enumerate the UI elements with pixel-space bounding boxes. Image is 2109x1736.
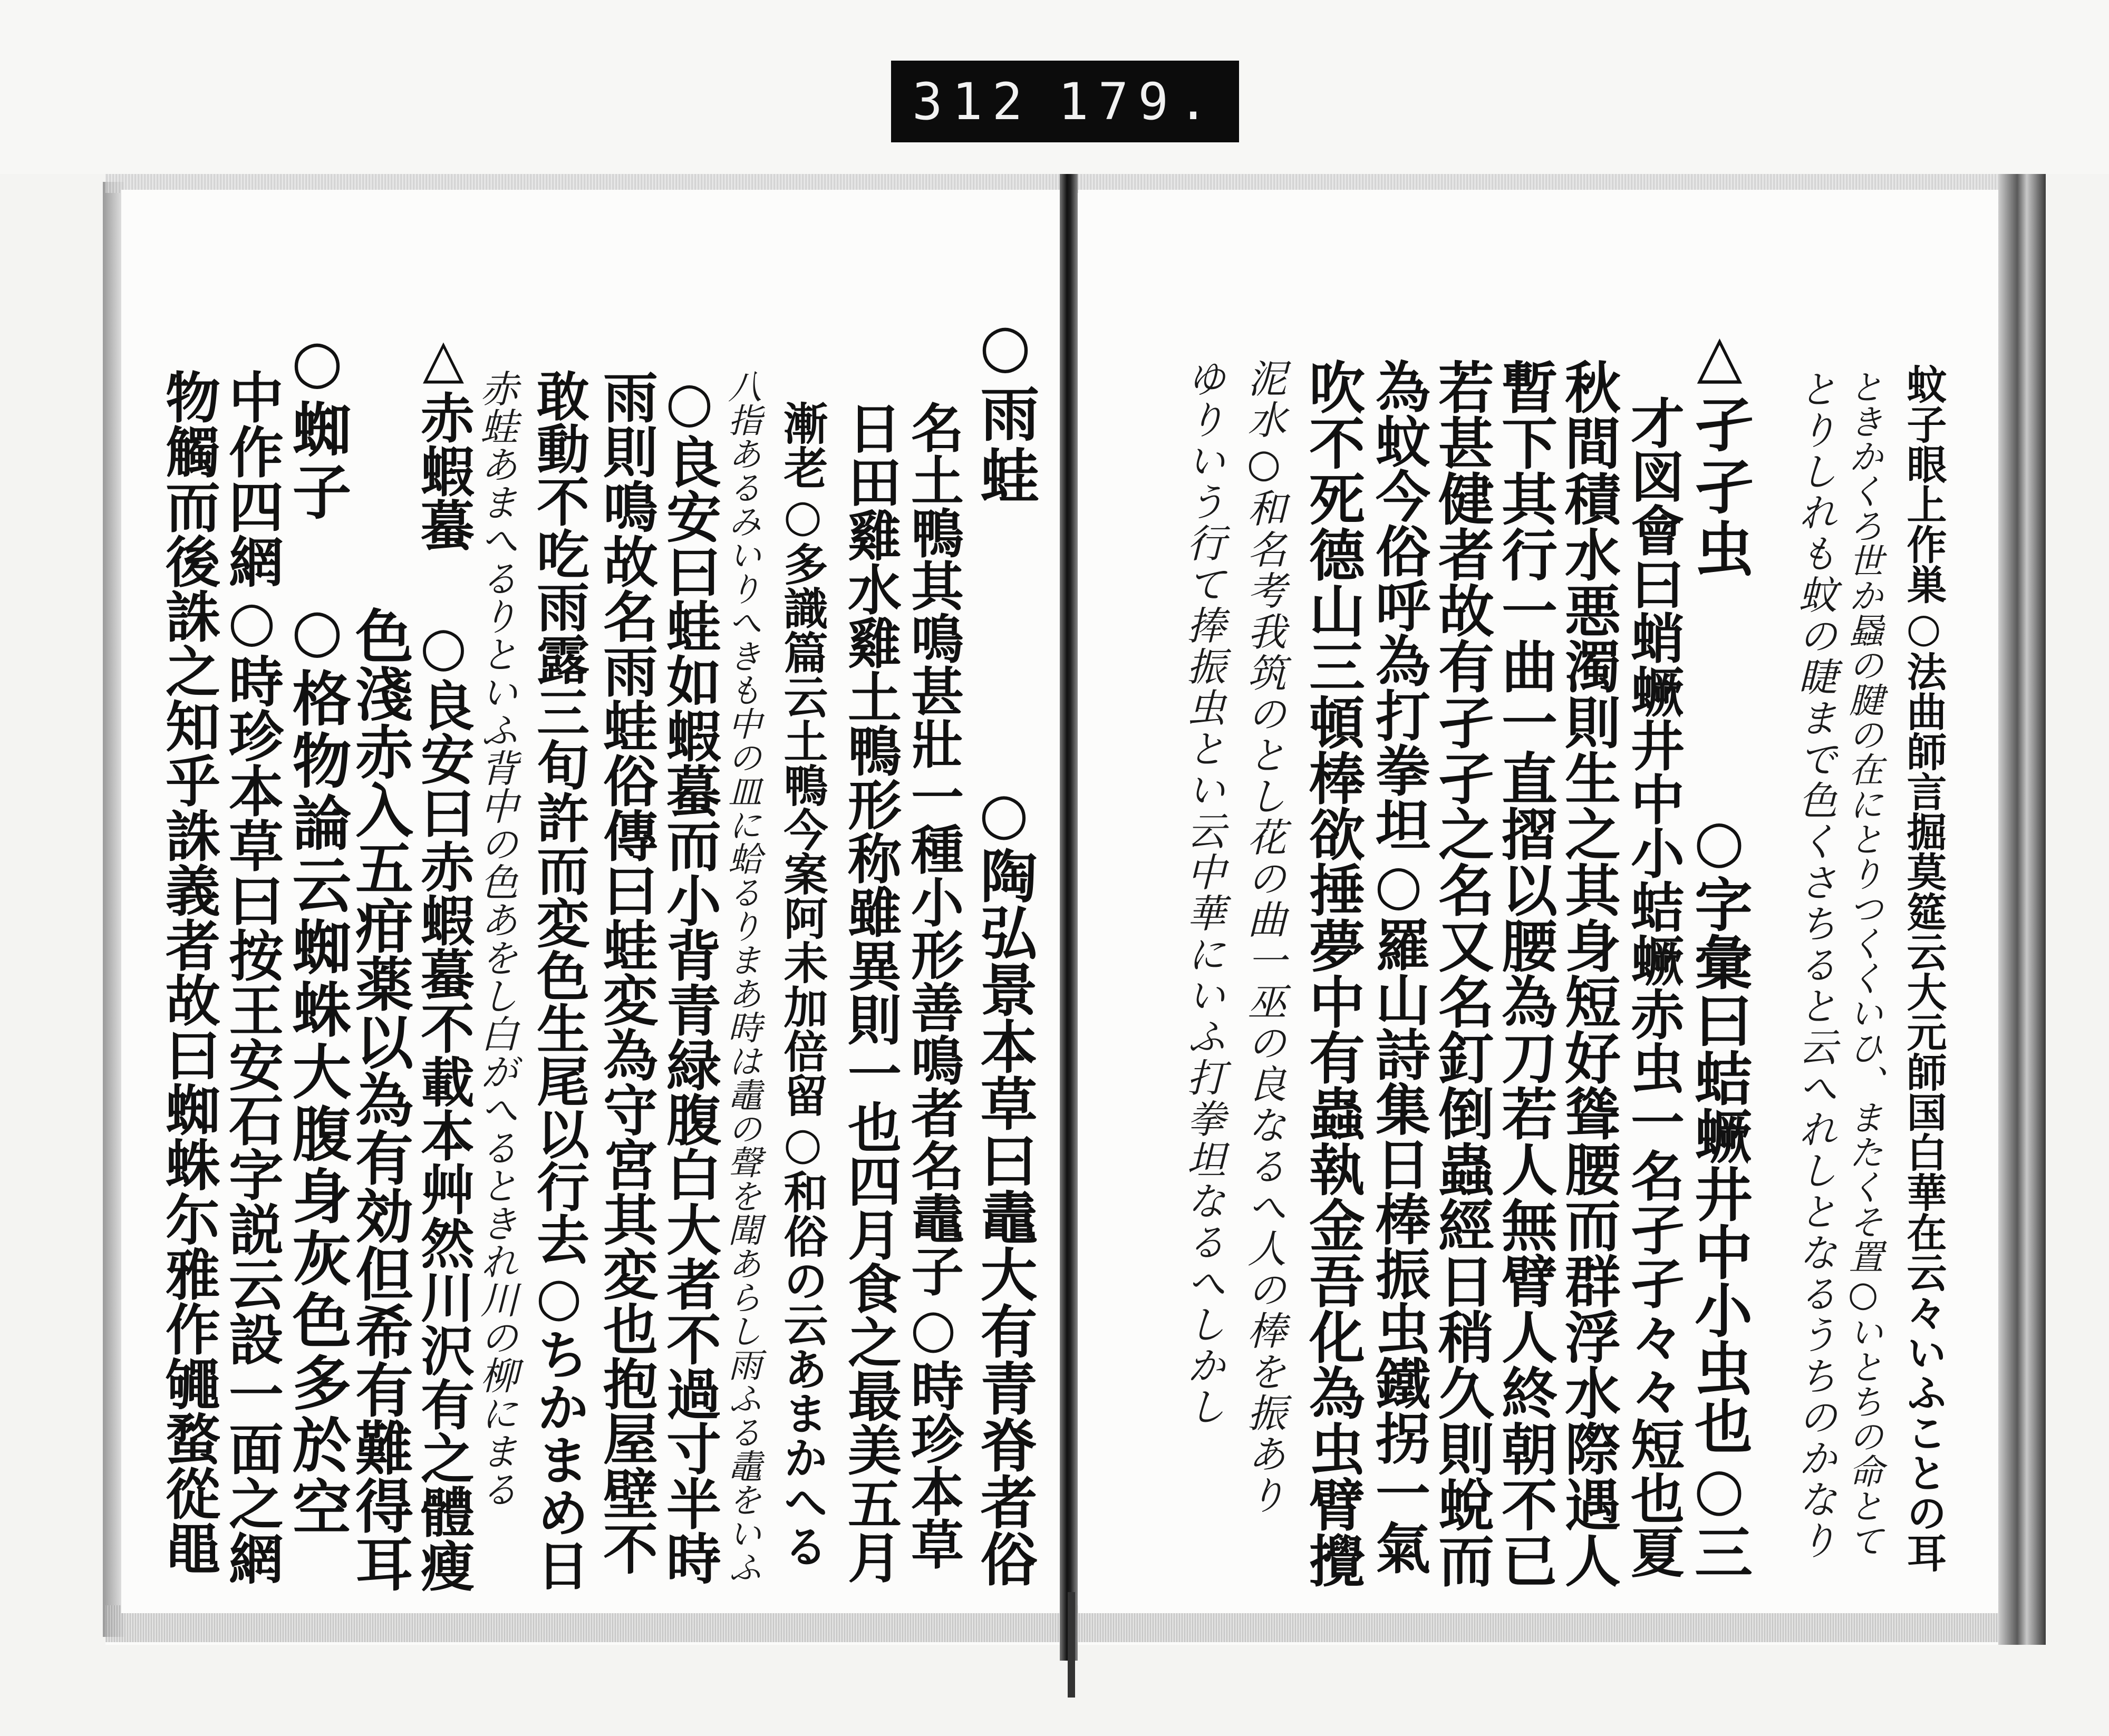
frame-number-right: 179. bbox=[1058, 72, 1218, 131]
right-col-11: 吹不死德山三頓棒欲捶夢中有蟲執金吾化為虫臂攪 bbox=[1300, 358, 1366, 1588]
left-col-4: 日田雞水雞土鴨形称雖異則一也四月食之最美五月 bbox=[839, 401, 902, 1584]
left-col-7: ○良安曰蛙如蝦蟇而小背青緑腹白大者不過寸半時 bbox=[657, 369, 722, 1585]
right-col-4: △孑孑虫 bbox=[1685, 322, 1754, 580]
left-col-3: 名土鴨其鳴甚壯一種小形善鳴者名鼃子○時珍本草 bbox=[902, 401, 964, 1570]
right-col-7: 秋間積水悪濁則生之其身短好聳腰而群浮水際遇人 bbox=[1556, 358, 1622, 1588]
book-edge-right bbox=[1998, 174, 2046, 1645]
left-col-5: 漸老○多識篇云土鴨今案阿未加倍留○和俗の云あまかへる bbox=[777, 401, 829, 1568]
right-col-13: ゆりいう行て捧振虫とい云中華にいふ打拳坦なるへしかし bbox=[1181, 358, 1226, 1428]
right-col-1: 蚊子眼上作巣○法曲師言掘莫筵云大元師国白華在云々いふことの耳 bbox=[1900, 364, 1947, 1573]
right-col-6: 才図會曰蛸蟩井中小蛣蟩赤虫一名孑孑々々短也夏 bbox=[1622, 395, 1685, 1578]
frame-number-left: 312 bbox=[912, 72, 1032, 131]
right-col-12: 泥水○和名考我筑のとし花の曲一巫の良なるへ人の棒を振あり bbox=[1241, 358, 1286, 1516]
left-col-2: ○陶弘景本草曰鼃大有青脊者俗 bbox=[971, 780, 1037, 1587]
book-gutter bbox=[1060, 174, 1078, 1661]
book-edge-left bbox=[103, 182, 124, 1637]
right-col-5: ○字彙曰蛣蟩井中小虫也○三 bbox=[1685, 807, 1753, 1580]
right-col-10: 為蚊今俗呼為打拳坦○羅山詩集日棒振虫鐵拐一氣 bbox=[1366, 358, 1431, 1575]
right-col-3: とりしれも蚊の睫まで色くさちると云へれしとなるうちのかなり bbox=[1792, 369, 1837, 1562]
frame-number-label bbox=[891, 61, 1239, 142]
left-col-12: 色淺赤入五疳薬以為有効但希有難得耳 bbox=[346, 606, 414, 1592]
left-col-15: 物觸而後誅之知乎誅義者故曰蜘蛛尓雅作䵶蝥從黽 bbox=[156, 369, 221, 1575]
left-col-9: 敢動不吃雨露三旬許而変色生尾以行去○ちかまめ日 bbox=[528, 369, 590, 1591]
left-col-1: ○雨蛙 bbox=[971, 311, 1040, 508]
right-col-8: 暫下其行一曲一直摺以腰為刀若人無臂人終朝不已 bbox=[1493, 358, 1559, 1588]
right-col-2: ときかくろ世か蟁の腱の在にとりつくくいひ、またくそ置○いとちの命とて bbox=[1843, 369, 1883, 1558]
left-col-13: ○蜘子 ○格物論云蜘蛛大腹身灰色多於空 bbox=[283, 327, 352, 1539]
right-col-9: 若甚健者故有孑孑之名又名釘倒蟲經日稍久則蛻而 bbox=[1429, 358, 1495, 1588]
left-col-6: 八指あるみいりへきも中の皿に蛤るりまあ時は鼃の聲を聞あらし雨ふる鼃をいふ bbox=[722, 369, 761, 1584]
left-col-14: 中作四網○時珍本草曰按王安石字説云設一面之網 bbox=[219, 369, 284, 1585]
book-gutter-tail bbox=[1068, 1592, 1075, 1698]
left-col-10: 赤蛙あまへるりといふ背中の色あをし白がへるときれ川の柳にまる bbox=[474, 369, 518, 1508]
left-col-8: 雨則鳴故名雨蛙俗傳曰蛙変為守宮其変也抱屋壁不 bbox=[594, 369, 659, 1575]
left-col-11: △赤蝦蟇 ○良安曰赤蝦蟇不載本艸然川沢有之體瘦 bbox=[412, 327, 475, 1592]
